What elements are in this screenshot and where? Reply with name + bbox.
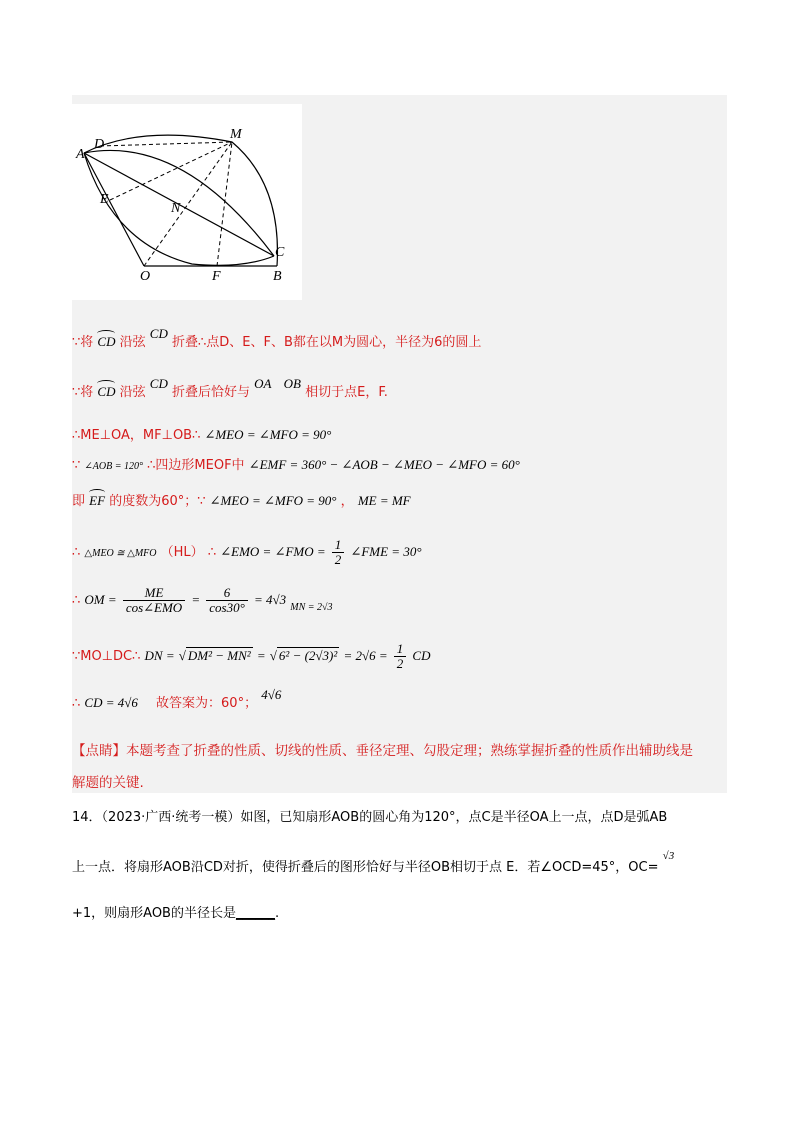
label-f: F (212, 269, 221, 284)
dash-dm (100, 142, 232, 146)
math: △MEO ≅ △MFO (84, 548, 157, 559)
sqrt-sign: √ (269, 648, 277, 663)
solution-line-3 (72, 424, 331, 443)
math: ME = MF (357, 493, 411, 508)
segment-ao (84, 153, 144, 266)
radicand: 6² − (2√3)² (278, 648, 338, 663)
text: . (274, 906, 280, 921)
text: ∴ (72, 545, 81, 560)
question-14-line-3 (72, 902, 279, 921)
text: ∴ (207, 545, 217, 560)
math: = 2√6 = (343, 648, 388, 663)
solution-line-4 (72, 454, 520, 473)
text: 即 (72, 494, 86, 509)
text: 折叠后恰好与 (171, 385, 250, 400)
solution-line-7 (72, 586, 333, 615)
text: 上一点．将扇形AOB沿CD对折，使得折叠后的图形恰好与半径OB相切于点 E．若∠OCD=45°，OC= (72, 860, 659, 875)
math: = 4√3 (253, 592, 287, 607)
label-b: B (273, 269, 282, 284)
arc-ab (84, 135, 277, 266)
math: ∠EMF = 360° − ∠AOB − ∠MEO − ∠MFO = 60° (248, 457, 520, 472)
sqrt-sign: √ (178, 648, 186, 663)
denominator: 2 (334, 552, 342, 567)
fraction (394, 642, 407, 671)
text: +1，则扇形AOB的半径长是 (72, 906, 236, 921)
text: ∴ (72, 593, 81, 608)
fraction (123, 586, 185, 615)
comment-line-2: 解题的关键. (72, 775, 144, 791)
text: ∵将 (72, 385, 94, 400)
chord-cd: CD (149, 326, 168, 341)
text: 故答案为：60°； (156, 696, 258, 711)
label-o: O (140, 269, 151, 284)
label-c: C (275, 245, 285, 260)
radicand: DM² − MN² (187, 648, 251, 663)
answer-blank: ______ (235, 906, 275, 921)
math: ∠FME = 30° (350, 544, 422, 559)
numerator: 1 (394, 642, 407, 657)
math: ∠EMO = ∠FMO = (220, 544, 326, 559)
solution-line-9 (72, 687, 282, 711)
text: ∴ (72, 696, 81, 711)
math: CD = 4√6 (84, 695, 138, 710)
arc-ef: EF (89, 487, 105, 509)
label-m: M (230, 127, 242, 142)
geometry-figure (72, 104, 302, 300)
arc-cd: CD (97, 328, 115, 350)
math: CD (412, 648, 431, 663)
denominator: 2 (396, 656, 404, 671)
label-a: A (76, 147, 85, 162)
math: = (256, 648, 266, 663)
sqrt-three: √3 (662, 850, 675, 862)
denominator: cos30° (209, 600, 245, 615)
ob: OB (283, 376, 301, 391)
text: 折叠∴点D、E、F、B都在以M为圆心，半径为6的圆上 (171, 335, 482, 350)
answer-value: 4√6 (261, 687, 282, 702)
fraction (206, 586, 248, 615)
question-14-line-2 (72, 850, 675, 875)
text: ， (340, 494, 354, 509)
fraction (332, 538, 345, 567)
numerator: 6 (206, 586, 248, 601)
text: （HL） (160, 545, 204, 560)
text: ∵MO⊥DC∴ (72, 649, 141, 664)
folded-sector-diagram (72, 104, 302, 300)
solution-line-2 (72, 378, 388, 400)
label-e: E (100, 192, 109, 207)
solution-line-1 (72, 328, 481, 350)
solution-line-5 (72, 487, 411, 509)
math: OM = (84, 592, 117, 607)
text: ∵ (72, 458, 81, 473)
math: MN = 2√3 (290, 602, 333, 613)
numerator: ME (123, 586, 185, 601)
chord-cd: CD (149, 376, 168, 391)
question-14-line-1: 14．（2023·广西·统考一模）如图，已知扇形AOB的圆心角为120°，点C是半径OA上一点，点D是弧AB (72, 810, 668, 825)
text: 的度数为60°；∵ (109, 494, 206, 509)
text: 相切于点E，F. (305, 385, 388, 400)
text: ∴ME⊥OA，MF⊥OB∴ (72, 428, 201, 443)
text: ∴四边形MEOF中 (147, 458, 245, 473)
label-d: D (94, 137, 105, 152)
math: ∠AOB = 120° (84, 461, 143, 472)
oa: OA (254, 376, 272, 391)
math: DN = (144, 648, 175, 663)
math: = (191, 592, 201, 607)
arc-cd: CD (97, 378, 115, 400)
denominator: cos∠EMO (125, 600, 183, 615)
text: ∵将 (72, 335, 94, 350)
numerator: 1 (332, 538, 345, 553)
dash-om (144, 142, 232, 266)
math: ∠MEO = ∠MFO = 90° (204, 427, 332, 442)
solution-line-6 (72, 538, 422, 567)
math: ∠MEO = ∠MFO = 90° (209, 493, 337, 508)
solution-line-8 (72, 642, 430, 671)
text: 沿弦 (119, 385, 146, 400)
text: 沿弦 (119, 335, 146, 350)
comment-line-1: 【点睛】本题考查了折叠的性质、切线的性质、垂径定理、勾股定理；熟练掌握折叠的性质作出辅助线是 (72, 743, 693, 759)
label-n: N (171, 201, 181, 216)
